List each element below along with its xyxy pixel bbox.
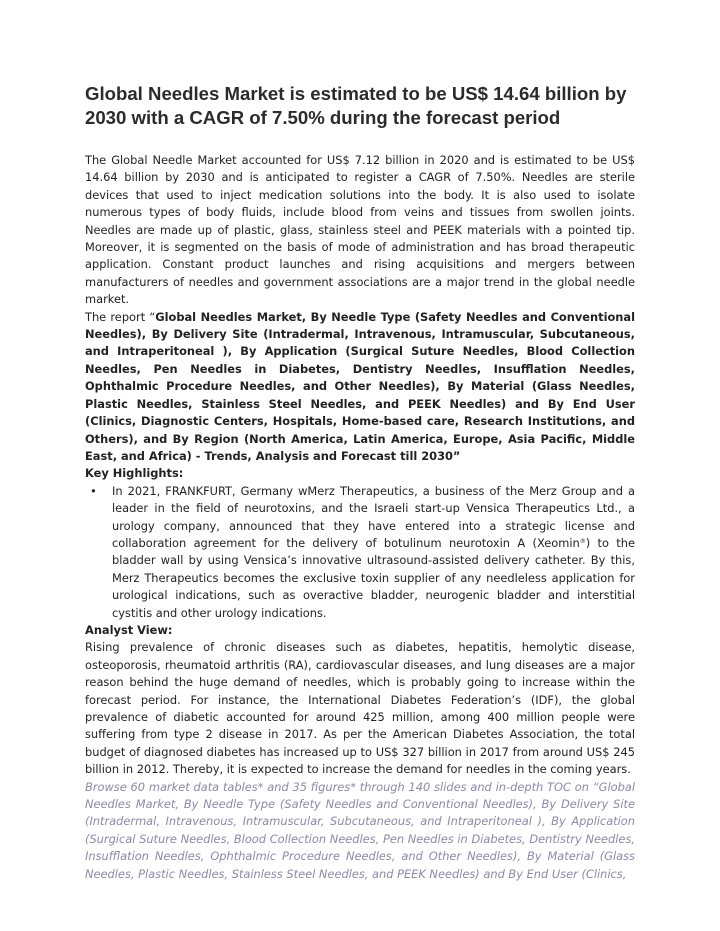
highlight-text-end: ) to the bladder wall by using Vensica’s innovative ultrasound-assisted delivery catheter. By this, Merz Therapeutics becomes the exclusive toxin supplier of any needleless application for urological indications, such as overactive bladder, neurogenic bladder and interstitial cystitis and other urology indications. bbox=[112, 535, 635, 620]
report-paragraph bbox=[85, 309, 635, 466]
bullet-icon: • bbox=[90, 483, 97, 498]
report-prefix: The report “ bbox=[85, 309, 156, 324]
report-title: Global Needles Market, By Needle Type (Safety Needles and Conventional Needles), By Delivery Site (Intradermal, Intravenous, Intramuscular, Subcutaneous, and Intraperitoneal ), By Application (Surgical Suture Needles, Blood Collection Needles, Pen Needles in Diabetes, Dentistry Needles, Insufflation Needles, Ophthalmic Procedure Needles, and Other Needles), By Material (Glass Needles, Plastic Needles, Stainless Steel Needles, and PEEK Needles) and By End User (Clinics, Diagnostic Centers, Hospitals, Home-based care, Research Institutions, and Others), and By Region (North America, Latin America, Europe, Asia Pacific, Middle East, and Africa) - Trends, Analysis and Forecast till 2030” bbox=[85, 309, 636, 463]
promo-paragraph: Browse 60 market data tables* and 35 figures* through 140 slides and in-depth TOC on “Global Needles Market, By Needle Type (Safety Needles and Conventional Needles), By Delivery Site (Intradermal, Intravenous, Intramuscular, Subcutaneous, and Intraperitoneal ), By Application (Surgical Suture Needles, Blood Collection Needles, Pen Needles in Diabetes, Dentistry Needles, Insufflation Needles, Ophthalmic Procedure Needles, and Other Needles), By Material (Glass Needles, Plastic Needles, Stainless Steel Needles, and PEEK Needles) and By End User (Clinics, bbox=[85, 779, 635, 881]
page-title: Global Needles Market is estimated to be US$ 14.64 billion by 2030 with a CAGR of 7.50% during the forecast period bbox=[85, 83, 627, 128]
key-highlights-heading: Key Highlights: bbox=[85, 466, 184, 481]
analyst-view-heading: Analyst View: bbox=[85, 622, 173, 637]
highlight-text-start: In 2021, FRANKFURT, Germany wMerz Therapeutics, a business of the Merz Group and a leader in the field of neurotoxins, and the Israeli start-up Vensica Therapeutics Ltd., a urology company, announced that they have entered into a strategic license and collaboration agreement for the delivery of botulinum neurotoxin A (Xeomin bbox=[112, 483, 635, 550]
intro-paragraph: The Global Needle Market accounted for US$ 7.12 billion in 2020 and is estimated to be US$ 14.64 billion by 2030 and is anticipated to register a CAGR of 7.50%. Needles are sterile devices that used to inject medication solutions into the body. It is also used to isolate numerous types of body fluids, include blood from veins and tissues from swollen joints. Needles are made up of plastic, glass, stainless steel and PEEK materials with a pointed tip. Moreover, it is segmented on the basis of mode of administration and has broad therapeutic application. Constant product launches and rising acquisitions and mergers between manufacturers of needles and government associations are a major trend in the global needle market. bbox=[85, 153, 635, 307]
list-item bbox=[85, 483, 635, 622]
key-highlights-list bbox=[85, 483, 635, 622]
registered-mark: ® bbox=[579, 537, 586, 545]
analyst-view-paragraph: Rising prevalence of chronic diseases such as diabetes, hepatitis, hemolytic disease, osteoporosis, rheumatoid arthritis (RA), cardiovascular diseases, and lung diseases are a major reason behind the huge demand of needles, which is probably going to increase within the forecast period. For instance, the International Diabetes Federation’s (IDF), the global prevalence of diabetic accounted for around 425 million, among 400 million people were suffering from type 2 disease in 2017. As per the American Diabetes Association, the total budget of diagnosed diabetes has increased up to US$ 327 billion in 2017 from around US$ 245 billion in 2012. Thereby, it is expected to increase the demand for needles in the coming years. bbox=[85, 640, 635, 777]
document-page bbox=[85, 82, 635, 883]
